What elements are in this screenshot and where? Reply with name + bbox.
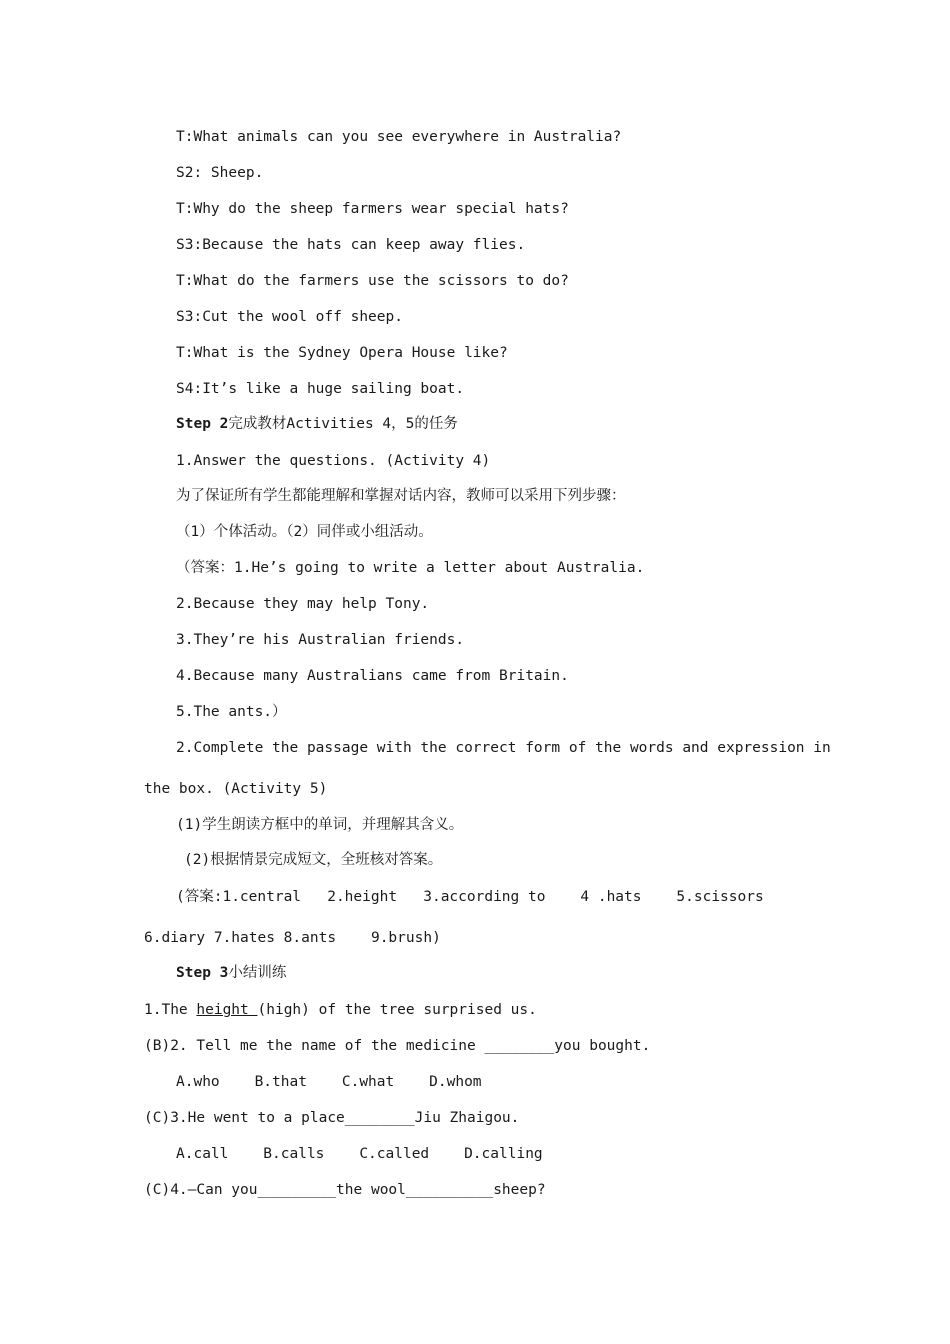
- step2-note: 为了保证所有学生都能理解和掌握对话内容，教师可以采用下列步骤：: [176, 488, 626, 504]
- dialogue-line: T:What do the farmers use the scissors to do?: [176, 273, 569, 289]
- step2-heading: [176, 414, 458, 434]
- step3-label: Step 3: [176, 965, 229, 981]
- exercise-2: (B)2. Tell me the name of the medicine ________you bought.: [144, 1038, 651, 1054]
- answer-line: 3.They’re his Australian friends.: [176, 632, 465, 648]
- step2-question-1: 1.Answer the questions. (Activity 4): [176, 453, 491, 469]
- dialogue-line: S2: Sheep.: [176, 165, 264, 181]
- step2-answers-2: (答案:1.central 2.height 3.according to 4 .hats 5.scissors: [176, 889, 764, 905]
- step3-heading: [176, 963, 286, 983]
- step2-sub-1: (1)学生朗读方框中的单词，并理解其含义。: [176, 817, 464, 833]
- dialogue-line: S3:Cut the wool off sheep.: [176, 309, 403, 325]
- step2-question-2: 2.Complete the passage with the correct form of the words and expression in: [176, 740, 831, 756]
- step2-steps: （1）个体活动。（2）同伴或小组活动。: [176, 524, 433, 540]
- exercise-1-suffix: (high) of the tree surprised us.: [257, 1002, 537, 1018]
- step2-sub-2: (2)根据情景完成短文，全班核对答案。: [184, 852, 443, 868]
- step2-title: 完成教材Activities 4，5的任务: [228, 416, 458, 432]
- exercise-4: (C)4.—Can you_________the wool__________sheep?: [144, 1182, 546, 1198]
- dialogue-line: T:Why do the sheep farmers wear special hats?: [176, 201, 569, 217]
- step2-label: Step 2: [176, 416, 229, 432]
- exercise-1: [144, 1000, 537, 1020]
- dialogue-line: S3:Because the hats can keep away flies.: [176, 237, 526, 253]
- exercise-3: (C)3.He went to a place________Jiu Zhaigou.: [144, 1110, 520, 1126]
- exercise-1-answer: height: [196, 1002, 258, 1018]
- answer-line: （答案：1.He’s going to write a letter about Australia.: [176, 560, 645, 576]
- exercise-3-options: A.call B.calls C.called D.calling: [176, 1146, 543, 1162]
- step2-question-2-cont: the box. (Activity 5): [144, 781, 328, 797]
- answer-line: 4.Because many Australians came from Britain.: [176, 668, 569, 684]
- exercise-1-prefix: 1.The: [144, 1002, 197, 1018]
- dialogue-line: T:What is the Sydney Opera House like?: [176, 345, 508, 361]
- answer-line: 5.The ants.）: [176, 704, 287, 720]
- answer-line: 2.Because they may help Tony.: [176, 596, 430, 612]
- step3-title: 小结训练: [228, 965, 287, 981]
- step2-answers-2-cont: 6.diary 7.hates 8.ants 9.brush): [144, 930, 441, 946]
- dialogue-line: T:What animals can you see everywhere in Australia?: [176, 129, 622, 145]
- exercise-2-options: A.who B.that C.what D.whom: [176, 1074, 482, 1090]
- dialogue-line: S4:It’s like a huge sailing boat.: [176, 381, 465, 397]
